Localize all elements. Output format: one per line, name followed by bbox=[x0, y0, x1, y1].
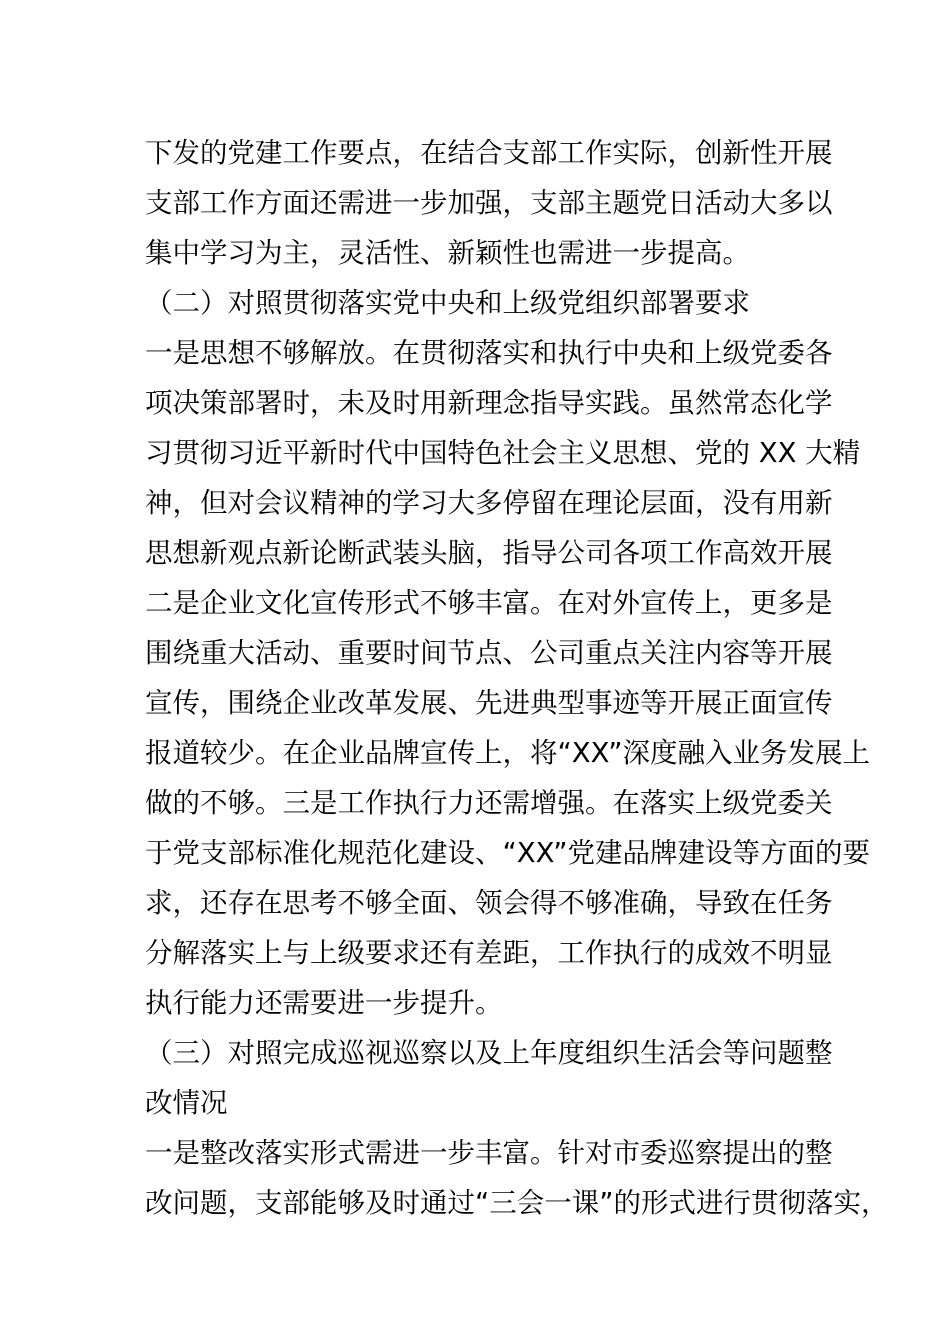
text-line: 做的不够。三是工作执行力还需增强。在落实上级党委关 bbox=[145, 787, 833, 819]
text-line: 支部工作方面还需进一步加强，支部主题党日活动大多以 bbox=[145, 187, 833, 219]
text-line: 改问题，支部能够及时通过“三会一课”的形式进行贯彻落实， bbox=[145, 1187, 889, 1219]
text-line: 执行能力还需要进一步提升。 bbox=[145, 987, 503, 1019]
text-line: 二是企业文化宣传形式不够丰富。在对外宣传上，更多是 bbox=[145, 587, 833, 619]
text-line: 神，但对会议精神的学习大多停留在理论层面，没有用新 bbox=[145, 487, 833, 519]
section-heading: （二）对照贯彻落实党中央和上级党组织部署要求 bbox=[145, 287, 750, 319]
text-line: 宣传，围绕企业改革发展、先进典型事迹等开展正面宣传 bbox=[145, 687, 833, 719]
text-line: 一是思想不够解放。在贯彻落实和执行中央和上级党委各 bbox=[145, 337, 833, 369]
text-line: 集中学习为主，灵活性、新颖性也需进一步提高。 bbox=[145, 237, 750, 269]
text-line: 下发的党建工作要点，在结合支部工作实际，创新性开展 bbox=[145, 137, 833, 169]
text-line: 项决策部署时，未及时用新理念指导实践。虽然常态化学 bbox=[145, 387, 833, 419]
text-line: 报道较少。在企业品牌宣传上，将“XX”深度融入业务发展上 bbox=[145, 737, 871, 769]
section-heading: （三）对照完成巡视巡察以及上年度组织生活会等问题整 bbox=[145, 1037, 833, 1069]
text-line: 习贯彻习近平新时代中国特色社会主义思想、党的 XX 大精 bbox=[145, 437, 861, 469]
text-line: 于党支部标准化规范化建设、“XX”党建品牌建设等方面的要 bbox=[145, 837, 871, 869]
section-heading: 改情况 bbox=[145, 1087, 228, 1119]
text-line: 分解落实上与上级要求还有差距，工作执行的成效不明显 bbox=[145, 937, 833, 969]
text-line: 思想新观点新论断武装头脑，指导公司各项工作高效开展 bbox=[145, 537, 833, 569]
text-line: 一是整改落实形式需进一步丰富。针对市委巡察提出的整 bbox=[145, 1137, 833, 1169]
text-line: 求，还存在思考不够全面、领会得不够准确，导致在任务 bbox=[145, 887, 833, 919]
text-line: 围绕重大活动、重要时间节点、公司重点关注内容等开展 bbox=[145, 637, 833, 669]
body-text bbox=[145, 128, 889, 1228]
